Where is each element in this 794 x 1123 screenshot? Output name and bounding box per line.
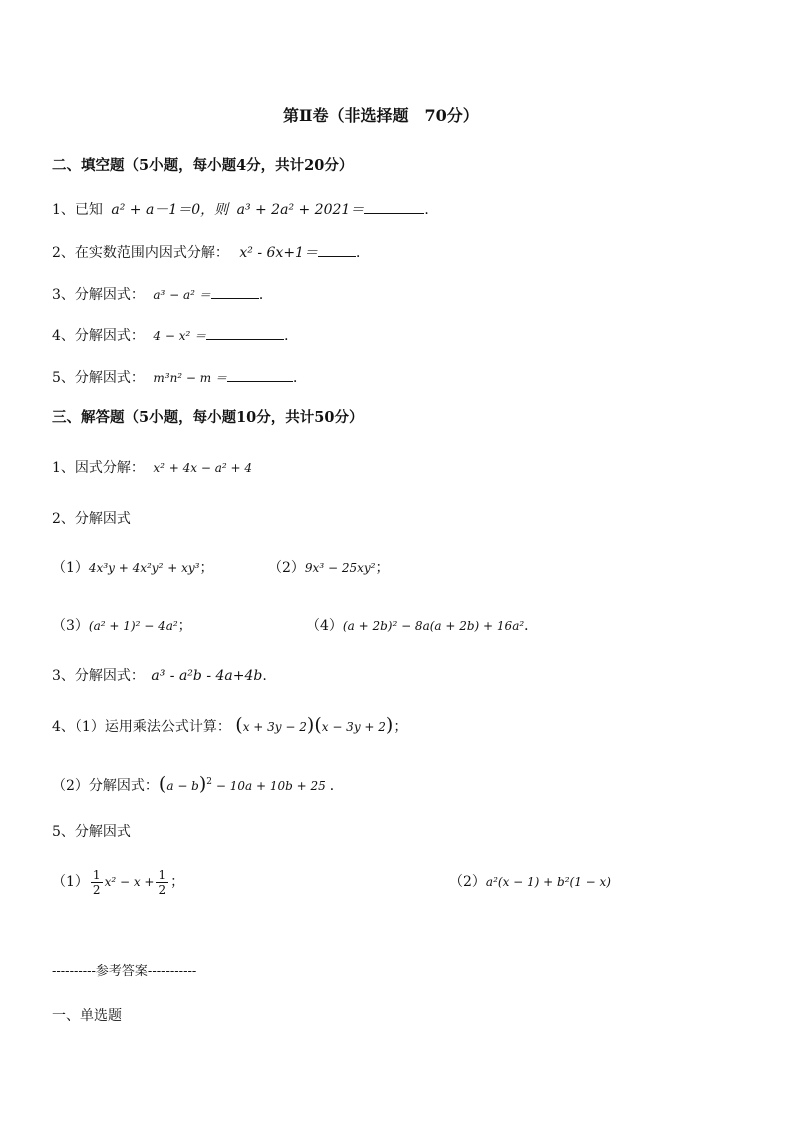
solve-question-2-part-1: （1）4x³y + 4x²y² + xy³； bbox=[52, 560, 214, 576]
solve-question-5-part-1: （1） $\frac{1}{2}$ x² − x + $\frac{1}{2}$ ； bbox=[52, 867, 185, 897]
answer-blank[interactable] bbox=[364, 199, 424, 214]
solve-question-2-part-4: （4）(a + 2b)² − 8a(a + 2b) + 16a²． bbox=[306, 618, 539, 634]
answer-blank[interactable] bbox=[206, 325, 284, 340]
answer-blank[interactable] bbox=[227, 367, 293, 382]
fill-question-4: 4、分解因式： 4 − x² ＝ ． bbox=[52, 325, 298, 346]
solve-question-4-part-1: 4、（1）运用乘法公式计算： (x + 3y − 2)(x − 3y + 2)； bbox=[52, 714, 408, 736]
answer-section-heading: 一、单选题 bbox=[52, 1008, 122, 1024]
section-heading-solve: 三、解答题（5小题，每小题10分，共计50分） bbox=[52, 409, 364, 426]
solve-question-2-part-3: （3）(a² + 1)² − 4a²； bbox=[52, 618, 192, 634]
solve-question-2: 2、分解因式 bbox=[52, 511, 131, 527]
solve-question-5-part-2: （2）a²(x − 1) + b²(1 − x) bbox=[449, 874, 611, 890]
fraction: $\frac{1}{2}$ bbox=[92, 867, 101, 897]
answer-divider: ----------参考答案----------- bbox=[52, 964, 197, 979]
solve-question-3: 3、分解因式： a³ - a²b - 4a+4b. bbox=[52, 668, 267, 684]
solve-question-4-part-2: （2）分解因式：$(a - b)^2 - 10a + 10b + 25$ ． bbox=[52, 773, 344, 795]
answer-blank[interactable] bbox=[318, 242, 356, 257]
fraction: $\frac{1}{2}$ bbox=[158, 867, 167, 897]
answer-blank[interactable] bbox=[211, 284, 259, 299]
solve-question-1: 1、因式分解： x² + 4x − a² + 4 bbox=[52, 460, 253, 476]
fill-question-1: 1、已知 a² + a－1＝0，则 a³ + 2a² + 2021＝ ． bbox=[52, 199, 438, 220]
solve-question-5: 5、分解因式 bbox=[52, 824, 131, 840]
fill-question-3: 3、分解因式： a³ − a² ＝ ． bbox=[52, 284, 273, 305]
section-heading-fill-in: 二、填空题（5小题，每小题4分，共计20分） bbox=[52, 157, 354, 174]
fill-question-2: 2、在实数范围内因式分解： x² - 6x+1＝ ． bbox=[52, 242, 370, 263]
solve-question-2-part-2: （2）9x³ − 25xy²； bbox=[268, 560, 390, 576]
page-title: 第Ⅱ卷（非选择题 70分） bbox=[283, 106, 479, 125]
fill-question-5: 5、分解因式： m³n² − m ＝ ． bbox=[52, 367, 307, 388]
